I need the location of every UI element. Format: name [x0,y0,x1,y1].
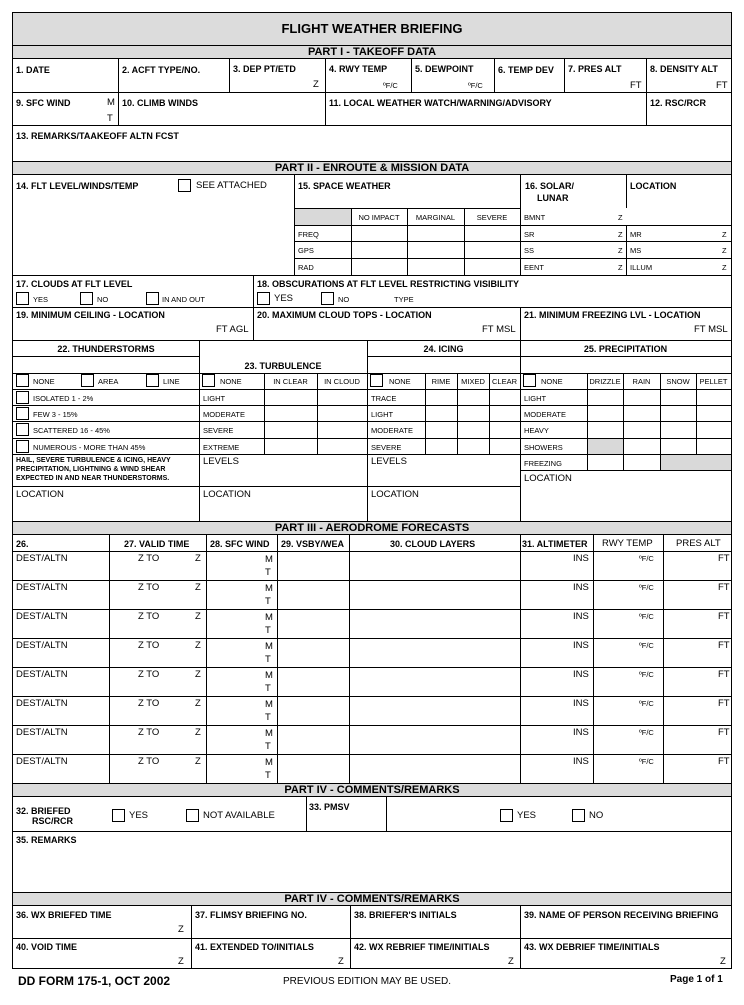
ts-isolated-label: ISOLATED 1 - 2% [33,394,94,403]
field-24-icing-label: 24. ICING [423,344,464,354]
field-43-debrief-label: 43. WX DEBRIEF TIME/INITIALS [524,942,660,952]
pmsv-no-label: NO [589,810,604,821]
field-21-min-freezing-label: 21. MINIMUM FREEZING LVL - LOCATION [524,310,701,320]
aerodrome-row-sfc-wind-m: M [265,641,273,652]
precip-row-moderate: MODERATE [524,410,566,419]
field-8-ft: FT [716,80,728,91]
pmsv-yes-label: YES [517,810,537,821]
field-42-z: Z [508,956,514,967]
obscuration-yes-label: YES [274,293,294,304]
turb-col-in-cloud: IN CLOUD [324,377,360,386]
field-27-valid-time-label: 27. VALID TIME [124,539,190,549]
field-32-rsc-rcr-label: RSC/RCR [32,816,74,826]
briefed-not-available-label: NOT AVAILABLE [203,810,275,821]
aerodrome-row-sfc-wind-m: M [265,699,273,710]
clouds-in-and-out-checkbox[interactable] [146,292,159,305]
part2-header: PART II - ENROUTE & MISSION DATA [13,161,731,175]
field-22-thunderstorms-label: 22. THUNDERSTORMS [57,344,155,354]
aerodrome-row-altimeter-ins: INS [573,640,589,651]
turb-location-label: LOCATION [203,489,251,500]
ts-area-label: AREA [98,377,119,386]
briefed-yes-label: YES [129,810,149,821]
field-9-t: T [107,113,113,124]
ts-location-label: LOCATION [16,489,64,500]
precip-location-label: LOCATION [524,473,572,484]
aerodrome-row-sfc-wind-m: M [265,583,273,594]
aerodrome-row-pres-alt-ft: FT [718,756,730,767]
precip-col-none: NONE [541,377,563,386]
pmsv-no-checkbox[interactable] [572,809,585,822]
field-37-flimsy-label: 37. FLIMSY BRIEFING NO. [195,910,307,920]
ts-scattered-label: SCATTERED 16 - 45% [33,426,110,435]
see-attached-checkbox[interactable] [178,179,191,192]
aerodrome-row-valid-time-z: Z [195,640,201,651]
field-9-sfc-wind-label: 9. SFC WIND [16,98,71,108]
icing-none-checkbox[interactable] [370,374,383,387]
aerodrome-row-pres-alt-ft: FT [718,640,730,651]
see-attached-label: SEE ATTACHED [196,180,267,191]
field-35-remarks-label: 35. REMARKS [16,835,77,845]
briefed-yes-checkbox[interactable] [112,809,125,822]
aerodrome-row-pres-alt-ft: FT [718,669,730,680]
ts-line-checkbox[interactable] [146,374,159,387]
solar-bmnt-z: Z [618,213,623,222]
turb-row-extreme: EXTREME [203,443,240,452]
icing-row-trace: TRACE [371,394,397,403]
obscuration-no-checkbox[interactable] [321,292,334,305]
aerodrome-row-valid-time-zto: Z TO [138,611,160,622]
clouds-no-label: NO [97,295,109,304]
aerodrome-row-valid-time-z: Z [195,698,201,709]
precip-col-rain: RAIN [632,377,651,386]
field-41-extended-label: 41. EXTENDED TO/INITIALS [195,942,314,952]
part4b-header: PART IV - COMMENTS/REMARKS [13,892,731,906]
page-number: Page 1 of 1 [670,974,723,985]
solar-eent: EENT [524,263,545,272]
field-43-z: Z [720,956,726,967]
turb-col-none: NONE [220,377,242,386]
precip-col-snow: SNOW [666,377,690,386]
lunar-illum-z: Z [722,263,727,272]
aerodrome-row-pres-alt-ft: FT [718,698,730,709]
aerodrome-row-altimeter-ins: INS [573,727,589,738]
aerodrome-row-sfc-wind-t: T [265,683,271,694]
form-id: DD FORM 175-1, OCT 2002 [18,974,171,988]
aerodrome-row-dest-altn: DEST/ALTN [16,698,68,709]
precip-row-light: LIGHT [524,394,547,403]
ts-note-line3: EXPECTED IN AND NEAR THUNDERSTORMS. [16,475,170,482]
aerodrome-row-valid-time-zto: Z TO [138,698,160,709]
precip-row-showers: SHOWERS [524,443,563,452]
aerodrome-row-sfc-wind-m: M [265,554,273,565]
ts-line-label: LINE [163,377,180,386]
field-20-ft-msl: FT MSL [482,324,516,335]
aerodrome-row-rwy-temp-degfc: ºF/C [639,612,654,621]
flight-weather-briefing-form [12,12,732,969]
solar-sr-z: Z [618,230,623,239]
sw-row-freq: FREQ [298,230,319,239]
field-36-wx-briefed-label: 36. WX BRIEFED TIME [16,910,112,920]
aerodrome-row-dest-altn: DEST/ALTN [16,756,68,767]
aerodrome-row-sfc-wind-t: T [265,654,271,665]
ts-note-line2: PRECIPITATION, LIGHTNING & WIND SHEAR [16,466,166,473]
aerodrome-row-rwy-temp-degfc: ºF/C [639,728,654,737]
solar-bmnt: BMNT [524,213,546,222]
aerodrome-row-sfc-wind-t: T [265,625,271,636]
aerodrome-row-valid-time-zto: Z TO [138,553,160,564]
field-3-z: Z [313,79,319,90]
aerodrome-row-rwy-temp-degfc: ºF/C [639,583,654,592]
field-38-briefer-label: 38. BRIEFER'S INITIALS [354,910,457,920]
clouds-no-checkbox[interactable] [80,292,93,305]
aerodrome-row-valid-time-zto: Z TO [138,582,160,593]
sw-col-marginal: MARGINAL [415,213,456,222]
field-32-briefed-label: 32. BRIEFED [16,806,71,816]
aerodrome-row-sfc-wind-t: T [265,741,271,752]
aerodrome-row-valid-time-z: Z [195,756,201,767]
aerodrome-row-pres-alt-ft: FT [718,582,730,593]
obscuration-no-label: NO [338,295,350,304]
pres-alt-col-label: PRES ALT [676,538,721,549]
field-21-ft-msl: FT MSL [694,324,728,335]
solar-ss: SS [524,246,535,255]
field-33-pmsv-label: 33. PMSV [309,802,350,812]
turb-col-in-clear: IN CLEAR [273,377,308,386]
field-10-climb-winds-label: 10. CLIMB WINDS [122,98,199,108]
field-5-dewpoint-label: 5. DEWPOINT [415,64,474,74]
field-19-ft-agl: FT AGL [216,324,249,335]
field-40-z: Z [178,956,184,967]
aerodrome-row-pres-alt-ft: FT [718,553,730,564]
field-4-rwy-temp-label: 4. RWY TEMP [329,64,388,74]
lunar-mr: MR [630,230,642,239]
icing-levels-label: LEVELS [371,456,407,467]
field-4-degfc: ºF/C [383,81,398,90]
aerodrome-row-dest-altn: DEST/ALTN [16,582,68,593]
field-16-solar-label: 16. SOLAR/ [525,181,575,191]
icing-col-none: NONE [389,377,411,386]
aerodrome-row-altimeter-ins: INS [573,553,589,564]
field-40-void-time-label: 40. VOID TIME [16,942,78,952]
aerodrome-row-rwy-temp-degfc: ºF/C [639,757,654,766]
field-14-flt-level-label: 14. FLT LEVEL/WINDS/TEMP [16,181,139,191]
sw-col-no-impact: NO IMPACT [358,213,400,222]
icing-col-clear: CLEAR [491,377,517,386]
obscuration-type-label: TYPE [394,295,414,304]
field-28-sfc-wind-label: 28. SFC WIND [210,539,270,549]
ts-area-checkbox[interactable] [81,374,94,387]
briefed-not-available-checkbox[interactable] [186,809,199,822]
clouds-in-and-out-label: IN AND OUT [162,295,205,304]
turb-row-severe: SEVERE [203,426,234,435]
ts-scattered-checkbox[interactable] [16,423,29,436]
aerodrome-row-valid-time-zto: Z TO [138,640,160,651]
field-11-local-weather-label: 11. LOCAL WEATHER WATCH/WARNING/ADVISORY [329,98,552,108]
aerodrome-row-valid-time-z: Z [195,727,201,738]
sw-col-severe: SEVERE [476,213,508,222]
precip-none-checkbox[interactable] [523,374,536,387]
aerodrome-row-pres-alt-ft: FT [718,611,730,622]
precip-col-drizzle: DRIZZLE [589,377,621,386]
field-26-label: 26. [16,539,29,549]
aerodrome-row-altimeter-ins: INS [573,698,589,709]
field-25-precipitation-label: 25. PRECIPITATION [583,344,668,354]
previous-edition-note: PREVIOUS EDITION MAY BE USED. [283,976,451,987]
aerodrome-row-valid-time-z: Z [195,582,201,593]
aerodrome-row-valid-time-zto: Z TO [138,727,160,738]
field-8-density-alt-label: 8. DENSITY ALT [650,64,718,74]
solar-eent-z: Z [618,263,623,272]
field-41-z: Z [338,956,344,967]
clouds-yes-label: YES [33,295,49,304]
aerodrome-row-rwy-temp-degfc: ºF/C [639,554,654,563]
field-3-dep-label: 3. DEP PT/ETD [233,64,296,74]
clouds-yes-checkbox[interactable] [16,292,29,305]
field-39-name-label: 39. NAME OF PERSON RECEIVING BRIEFING [524,910,719,920]
solar-ss-z: Z [618,246,623,255]
aerodrome-row-valid-time-z: Z [195,669,201,680]
field-16-lunar-label: LUNAR [537,193,569,203]
icing-row-moderate: MODERATE [371,426,413,435]
aerodrome-row-sfc-wind-t: T [265,596,271,607]
ts-numerous-label: NUMEROUS - MORE THAN 45% [33,443,146,452]
field-7-pres-alt-label: 7. PRES ALT [568,64,622,74]
aerodrome-row-valid-time-zto: Z TO [138,669,160,680]
aerodrome-row-pres-alt-ft: FT [718,727,730,738]
aerodrome-row-sfc-wind-m: M [265,612,273,623]
sw-row-gps: GPS [298,246,314,255]
aerodrome-row-sfc-wind-m: M [265,728,273,739]
field-30-cloud-layers-label: 30. CLOUD LAYERS [390,539,476,549]
icing-location-label: LOCATION [371,489,419,500]
ts-none-checkbox[interactable] [16,374,29,387]
field-5-degfc: ºF/C [468,81,483,90]
field-42-rebrief-label: 42. WX REBRIEF TIME/INITIALS [354,942,490,952]
lunar-ms: MS [630,246,642,255]
aerodrome-row-dest-altn: DEST/ALTN [16,640,68,651]
aerodrome-row-rwy-temp-degfc: ºF/C [639,670,654,679]
icing-col-rime: RIME [431,377,451,386]
field-7-ft: FT [630,80,642,91]
precip-row-heavy: HEAVY [524,426,549,435]
lunar-mr-z: Z [722,230,727,239]
field-15-space-weather-label: 15. SPACE WEATHER [298,181,391,191]
turb-row-moderate: MODERATE [203,410,245,419]
ts-few-checkbox[interactable] [16,407,29,420]
field-31-altimeter-label: 31. ALTIMETER [522,539,588,549]
aerodrome-row-dest-altn: DEST/ALTN [16,553,68,564]
turb-row-light: LIGHT [203,394,226,403]
field-29-vsby-label: 29. VSBY/WEA [281,539,345,549]
field-19-min-ceiling-label: 19. MINIMUM CEILING - LOCATION [16,310,165,320]
field-17-clouds-label: 17. CLOUDS AT FLT LEVEL [16,279,133,289]
part1-header: PART I - TAKEOFF DATA [13,45,731,59]
part3-header: PART III - AERODROME FORECASTS [13,521,731,535]
solar-sr: SR [524,230,535,239]
precip-row-freezing: FREEZING [524,459,562,468]
lunar-ms-z: Z [722,246,727,255]
aerodrome-row-altimeter-ins: INS [573,611,589,622]
icing-row-light: LIGHT [371,410,394,419]
field-13-remarks-label: 13. REMARKS/TAAKEOFF ALTN FCST [16,131,179,141]
field-16-location-label: LOCATION [630,181,677,191]
field-12-rsc-rcr-label: 12. RSC/RCR [650,98,707,108]
aerodrome-row-valid-time-zto: Z TO [138,756,160,767]
ts-numerous-checkbox[interactable] [16,440,29,453]
aerodrome-row-rwy-temp-degfc: ºF/C [639,699,654,708]
field-6-temp-dev-label: 6. TEMP DEV [498,65,554,75]
aerodrome-row-altimeter-ins: INS [573,582,589,593]
aerodrome-row-dest-altn: DEST/ALTN [16,611,68,622]
aerodrome-row-sfc-wind-t: T [265,770,271,781]
aerodrome-row-altimeter-ins: INS [573,669,589,680]
field-36-z: Z [178,924,184,935]
ts-few-label: FEW 3 - 15% [33,410,78,419]
aerodrome-row-sfc-wind-t: T [265,567,271,578]
ts-note-line1: HAIL, SEVERE TURBULENCE & ICING, HEAVY [16,457,171,464]
field-18-obscurations-label: 18. OBSCURATIONS AT FLT LEVEL RESTRICTING VISIBILITY [257,279,520,289]
form-footer [12,972,732,992]
turb-none-checkbox[interactable] [202,374,215,387]
field-23-turbulence-label: 23. TURBULENCE [244,361,322,371]
icing-row-severe: SEVERE [371,443,402,452]
aerodrome-row-altimeter-ins: INS [573,756,589,767]
field-1-date-label: 1. DATE [16,65,50,75]
part4-header: PART IV - COMMENTS/REMARKS [13,783,731,797]
rwy-temp-col-label: RWY TEMP [602,538,653,549]
sw-row-rad: RAD [298,263,314,272]
field-9-m: M [107,97,115,108]
aerodrome-row-valid-time-z: Z [195,611,201,622]
aerodrome-row-sfc-wind-m: M [265,757,273,768]
obscuration-yes-checkbox[interactable] [257,292,270,305]
aerodrome-row-sfc-wind-t: T [265,712,271,723]
aerodrome-row-rwy-temp-degfc: ºF/C [639,641,654,650]
aerodrome-row-dest-altn: DEST/ALTN [16,669,68,680]
lunar-illum: ILLUM [630,263,653,272]
aerodrome-row-valid-time-z: Z [195,553,201,564]
ts-none-label: NONE [33,377,55,386]
pmsv-yes-checkbox[interactable] [500,809,513,822]
icing-col-mixed: MIXED [461,377,485,386]
ts-isolated-checkbox[interactable] [16,391,29,404]
precip-col-pellet: PELLET [699,377,728,386]
form-title: FLIGHT WEATHER BRIEFING [13,13,731,45]
aerodrome-row-sfc-wind-m: M [265,670,273,681]
turb-levels-label: LEVELS [203,456,239,467]
aerodrome-row-dest-altn: DEST/ALTN [16,727,68,738]
field-20-max-cloud-tops-label: 20. MAXIMUM CLOUD TOPS - LOCATION [257,310,432,320]
field-2-acft-label: 2. ACFT TYPE/NO. [122,65,201,75]
